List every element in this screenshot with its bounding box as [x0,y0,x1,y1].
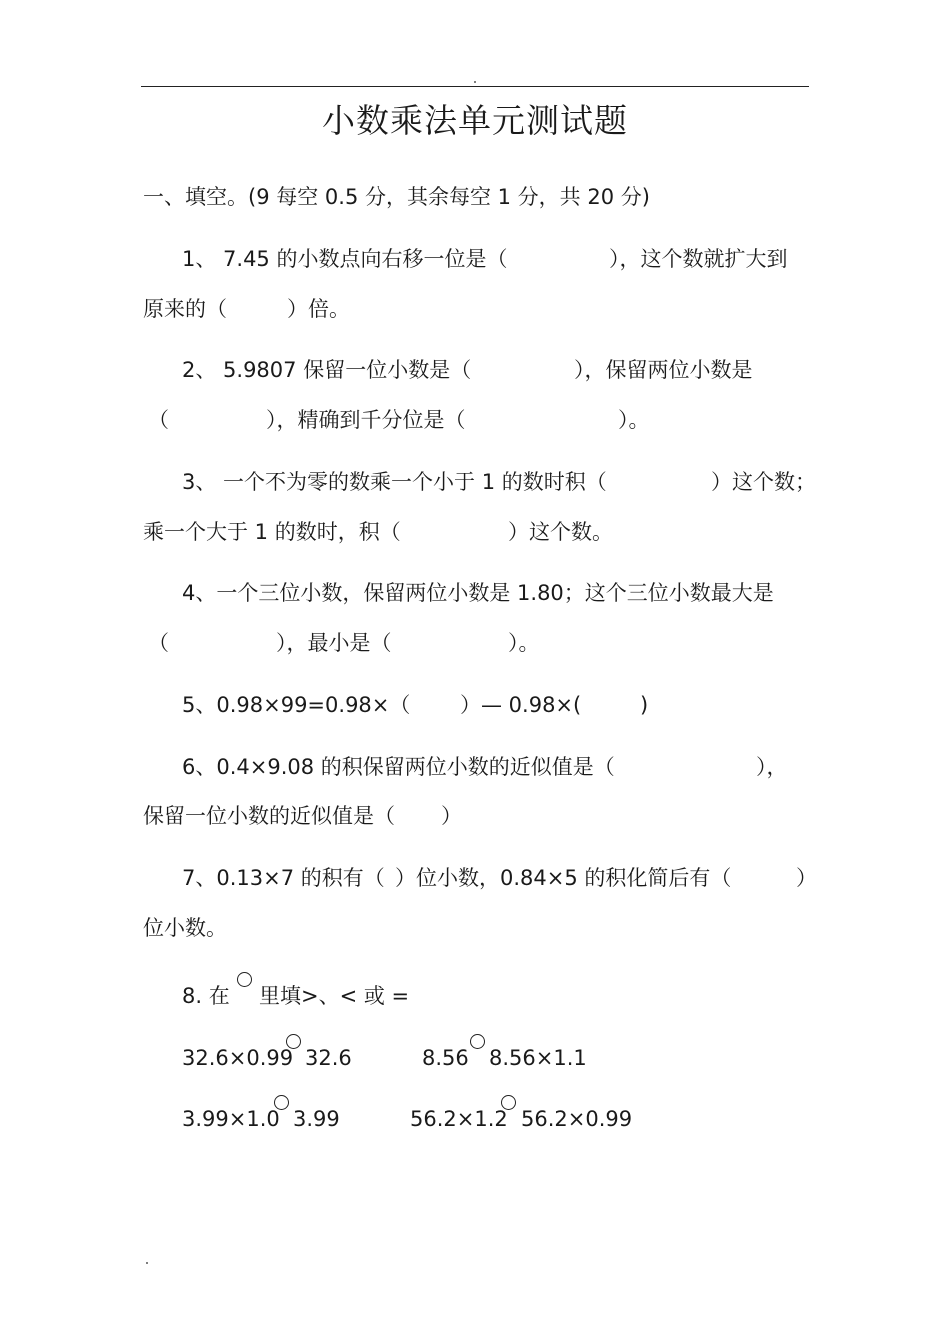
q5-part-c: ) [640,693,649,717]
page-title: 小数乘法单元测试题 [322,101,628,140]
q5-part-b: ）— 0.98×( [460,693,582,717]
q4-line2-part-b: ），最小是（ [276,631,392,655]
q8-r2-left-b: 3.99 [293,1107,340,1131]
q8-r1-right-b: 8.56×1.1 [489,1046,587,1070]
q3-line2-part-a: 乘一个大于 1 的数时，积（ [143,520,401,544]
q1-line1-part-a: 1、 7.45 的小数点向右移一位是（ [182,247,508,271]
header-rule [141,86,809,87]
q8-intro-part-a: 8. 在 [182,984,230,1008]
q8-r1-left-b: 32.6 [305,1046,352,1070]
q3-line1-part-b: ）这个数； [711,470,816,494]
q8-r2-left-a: 3.99×1.0 [182,1107,280,1131]
section-heading: 一、填空。(9 每空 0.5 分，其余每空 1 分，共 20 分) [143,185,650,209]
q3-line2-part-b: ）这个数。 [508,520,613,544]
q1-line1-part-b: ），这个数就扩大到 [609,247,788,271]
q8-r2-right-b: 56.2×0.99 [521,1107,633,1131]
q2-line2-part-c: ）。 [618,408,650,432]
q6-line2-part-b: ） [441,804,462,828]
q6-line2-part-a: 保留一位小数的近似值是（ [143,804,395,828]
q7-line2: 位小数。 [143,916,227,940]
q7-line1-part-c: ） [796,866,817,890]
q8-intro-part-b: 里填>、< 或 = [259,984,410,1008]
header-dot [474,81,476,83]
q8-r1-left-a: 32.6×0.99 [182,1046,294,1070]
q3-line1-part-a: 3、 一个不为零的数乘一个小于 1 的数时积（ [182,470,607,494]
q4-line2-part-a: （ [148,631,169,655]
compare-circle-icon [286,1034,301,1049]
compare-circle-icon [470,1034,485,1049]
q1-line2-part-a: 原来的（ [143,297,227,321]
q5-part-a: 5、0.98×99=0.98×（ [182,693,411,717]
q1-line2-part-b: ）倍。 [287,297,350,321]
q4-line1: 4、一个三位小数，保留两位小数是 1.80；这个三位小数最大是 [182,581,774,605]
q2-line2-part-a: （ [148,408,169,432]
q2-line2-part-b: ），精确到千分位是（ [266,408,466,432]
q2-line1-part-b: ），保留两位小数是 [574,358,753,382]
q7-line1-part-a: 7、0.13×7 的积有（ [182,866,385,890]
q2-line1-part-a: 2、 5.9807 保留一位小数是（ [182,358,472,382]
q7-line1-part-b: ）位小数，0.84×5 的积化简后有（ [395,866,732,890]
compare-circle-icon [501,1095,516,1110]
q8-r1-right-a: 8.56 [422,1046,469,1070]
compare-circle-icon [274,1095,289,1110]
q4-line2-part-c: ）。 [508,631,540,655]
q6-line1-part-b: ）， [756,755,788,779]
q8-r2-right-a: 56.2×1.2 [410,1107,508,1131]
footer-dot [146,1262,148,1264]
blank-circle-icon [237,972,252,987]
q6-line1-part-a: 6、0.4×9.08 的积保留两位小数的近似值是（ [182,755,615,779]
